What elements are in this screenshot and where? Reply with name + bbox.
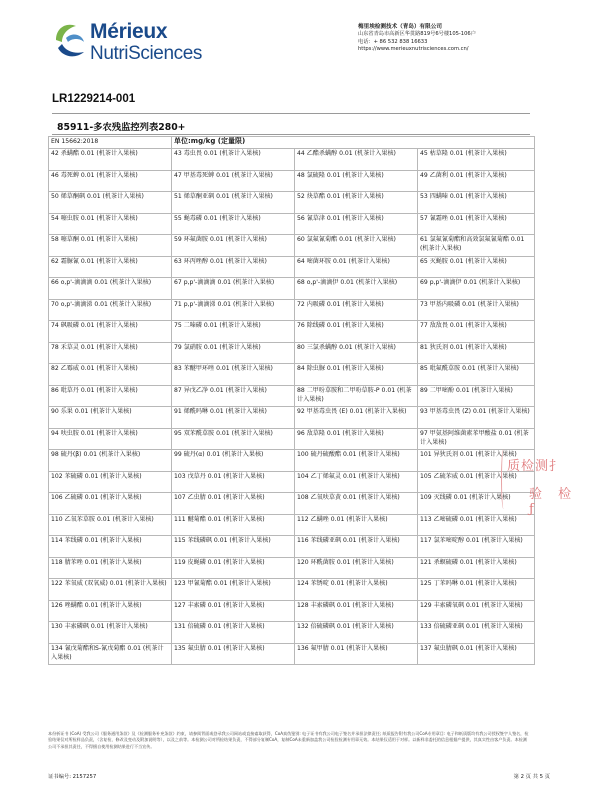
table-row bbox=[49, 600, 535, 622]
pesticide-cell: 63 环丙唑醇 0.01 (机茶计入果核) bbox=[172, 256, 295, 278]
pesticide-cell: 106 乙硫磷 0.01 (机茶计入果核) bbox=[49, 493, 172, 515]
standard-cell: EN 15662:2018 bbox=[49, 137, 172, 149]
pesticide-cell: 91 烯酰吗啉 0.01 (机茶计入果核) bbox=[172, 407, 295, 429]
pesticide-cell: 120 环酰菌胺 0.01 (机茶计入果核) bbox=[295, 557, 418, 579]
inspection-seal bbox=[503, 449, 593, 519]
pesticide-cell: 95 双苯酰草胺 0.01 (机茶计入果核) bbox=[172, 428, 295, 450]
pesticide-cell: 62 霜脲氰 0.01 (机茶计入果核) bbox=[49, 256, 172, 278]
pesticide-cell: 45 枯草隆 0.01 (机茶计入果核) bbox=[418, 149, 535, 171]
pesticide-cell: 71 p,p'-滴滴涕 0.01 (机茶计入果核) bbox=[172, 299, 295, 321]
pesticide-cell: 92 甲基毒虫畏 (E) 0.01 (机茶计入果核) bbox=[295, 407, 418, 429]
pesticide-table bbox=[48, 136, 535, 665]
unit-cell: 单位:mg/kg (定量限) bbox=[172, 137, 535, 149]
table-row bbox=[49, 299, 535, 321]
table-row bbox=[49, 256, 535, 278]
pesticide-cell: 122 苯氧威 (双氧威) 0.01 (机茶计入果核) bbox=[49, 579, 172, 601]
pesticide-cell: 103 戊草丹 0.01 (机茶计入果核) bbox=[172, 471, 295, 493]
pesticide-cell: 86 吡草丹 0.01 (机茶计入果核) bbox=[49, 385, 172, 407]
pesticide-cell: 128 丰索磷砜 0.01 (机茶计入果核) bbox=[295, 600, 418, 622]
pesticide-cell: 60 氯氟氰菊酯 0.01 (机茶计入果核) bbox=[295, 235, 418, 257]
pesticide-cell: 42 杀螨酯 0.01 (机茶计入果核) bbox=[49, 149, 172, 171]
pesticide-cell: 82 乙霉威 0.01 (机茶计入果核) bbox=[49, 364, 172, 386]
pesticide-cell: 98 硫丹(β) 0.01 (机茶计入果核) bbox=[49, 450, 172, 472]
table-row bbox=[49, 428, 535, 450]
pesticide-cell: 129 丰索磷氧砜 0.01 (机茶计入果核) bbox=[418, 600, 535, 622]
pesticide-cell: 77 敌敌畏 0.01 (机茶计入果核) bbox=[418, 321, 535, 343]
table-row bbox=[49, 149, 535, 171]
report-id: LR1229214-001 bbox=[52, 93, 136, 105]
pesticide-cell: 84 除虫脲 0.01 (机茶计入果核) bbox=[295, 364, 418, 386]
table-body bbox=[49, 149, 535, 665]
pesticide-cell: 79 氯硝胺 0.01 (机茶计入果核) bbox=[172, 342, 295, 364]
pesticide-cell: 85 吡氟酰草胺 0.01 (机茶计入果核) bbox=[418, 364, 535, 386]
pesticide-cell: 99 硫丹(α) 0.01 (机茶计入果核) bbox=[172, 450, 295, 472]
pesticide-cell: 72 内吸磷 0.01 (机茶计入果核) bbox=[295, 299, 418, 321]
pesticide-cell: 69 p,p'-滴滴伊 0.01 (机茶计入果核) bbox=[418, 278, 535, 300]
pesticide-cell: 64 嘧菌环胺 0.01 (机茶计入果核) bbox=[295, 256, 418, 278]
table-row bbox=[49, 192, 535, 214]
pesticide-cell: 75 二嗪磷 0.01 (机茶计入果核) bbox=[172, 321, 295, 343]
pesticide-cell: 134 氰戊菊酯和S-氰戊菊酯 0.01 (机茶计入果核) bbox=[49, 643, 172, 665]
footnote: 本份析证书 (CoA) 受我公司《服务通用条款》及《检测服务补充条款》约束，请参阅背面或登录我公司网站或直接索取获得，CoA真伪鉴别: 电子证书有我公司电子签名并承担法律责任; 纸质报告附有我公司CoA专用章目: 电子和纸质版均有我公司授权签字人签名，检验结果仅对所检样品负责，（含复检、修改及变动及附加说明等），以及之前等。本检测公司对所检结果负责，不得部分复制CoA，复制CoA未重新加盖我公司检验检测专用章无效。本结果仅适用于对样。以新样非委托的信息根据产提供，其真实性由客户负责。本检测公司不承担其责任，不得擅自使用检测结果进行不当宣传。 bbox=[48, 731, 529, 749]
pesticide-cell: 133 倍硫磷亚砜 0.01 (机茶计入果核) bbox=[418, 622, 535, 644]
section-title: 85911-多农残监控列表280+ bbox=[57, 122, 186, 133]
pesticide-cell: 59 环氟菌胺 0.01 (机茶计入果核) bbox=[172, 235, 295, 257]
pesticide-cell: 65 灭蝇胺 0.01 (机茶计入果核) bbox=[418, 256, 535, 278]
pesticide-cell: 80 三氯杀螨醇 0.01 (机茶计入果核) bbox=[295, 342, 418, 364]
pesticide-cell: 118 腈苯唑 0.01 (机茶计入果核) bbox=[49, 557, 172, 579]
divider bbox=[52, 134, 530, 135]
pesticide-cell: 58 噻草酮 0.01 (机茶计入果核) bbox=[49, 235, 172, 257]
pesticide-cell: 132 倍硫磷砜 0.01 (机茶计入果核) bbox=[295, 622, 418, 644]
pesticide-cell: 50 烯草酮砜 0.01 (机茶计入果核) bbox=[49, 192, 172, 214]
pesticide-cell: 130 丰索磷砜 0.01 (机茶计入果核) bbox=[49, 622, 172, 644]
pesticide-cell: 56 氰草津 0.01 (机茶计入果核) bbox=[295, 213, 418, 235]
pesticide-cell: 93 甲基毒虫畏 (Z) 0.01 (机茶计入果核) bbox=[418, 407, 535, 429]
divider bbox=[52, 113, 530, 114]
company-logo bbox=[52, 16, 212, 64]
pesticide-cell: 110 乙氧苯草胺 0.01 (机茶计入果核) bbox=[49, 514, 172, 536]
pesticide-cell: 109 灭线磷 0.01 (机茶计入果核) bbox=[418, 493, 535, 515]
logo-word-merieux: Mérieux bbox=[90, 20, 168, 43]
pesticide-cell: 46 毒死蜱 0.01 (机茶计入果核) bbox=[49, 170, 172, 192]
pesticide-cell: 88 二甲吩草胺和二甲吩草胺-P 0.01 (机茶计入果核) bbox=[295, 385, 418, 407]
table-row bbox=[49, 321, 535, 343]
certificate-number: 证书编号: 2157257 bbox=[48, 774, 97, 780]
page-number: 第 2 页 共 5 页 bbox=[513, 774, 550, 780]
pesticide-cell: 76 除线磷 0.01 (机茶计入果核) bbox=[295, 321, 418, 343]
pesticide-cell: 81 狄氏剂 0.01 (机茶计入果核) bbox=[418, 342, 535, 364]
pesticide-cell: 136 氟甲腈 0.01 (机茶计入果核) bbox=[295, 643, 418, 665]
table-row bbox=[49, 385, 535, 407]
seal-ring bbox=[501, 449, 506, 509]
pesticide-cell: 126 唑螨酯 0.01 (机茶计入果核) bbox=[49, 600, 172, 622]
pesticide-cell: 108 乙氧呋草黄 0.01 (机茶计入果核) bbox=[295, 493, 418, 515]
pesticide-cell: 94 呋虫胺 0.01 (机茶计入果核) bbox=[49, 428, 172, 450]
pesticide-cell: 68 o,p'-滴滴伊 0.01 (机茶计入果核) bbox=[295, 278, 418, 300]
pesticide-cell: 89 二甲嘧酚 0.01 (机茶计入果核) bbox=[418, 385, 535, 407]
pesticide-cell: 111 醚菊酯 0.01 (机茶计入果核) bbox=[172, 514, 295, 536]
pesticide-cell: 100 硫丹硫酸酯 0.01 (机茶计入果核) bbox=[295, 450, 418, 472]
table-row bbox=[49, 213, 535, 235]
pesticide-cell: 135 氟虫腈 0.01 (机茶计入果核) bbox=[172, 643, 295, 665]
pesticide-cell: 104 乙丁烯氟灵 0.01 (机茶计入果核) bbox=[295, 471, 418, 493]
pesticide-cell: 78 禾草灵 0.01 (机茶计入果核) bbox=[49, 342, 172, 364]
pesticide-cell: 48 氯硫隆 0.01 (机茶计入果核) bbox=[295, 170, 418, 192]
pesticide-cell: 74 砜吸磷 0.01 (机茶计入果核) bbox=[49, 321, 172, 343]
pesticide-cell: 70 o,p'-滴滴涕 0.01 (机茶计入果核) bbox=[49, 299, 172, 321]
pesticide-cell: 125 丁苯吗啉 0.01 (机茶计入果核) bbox=[418, 579, 535, 601]
pesticide-cell: 112 乙螨唑 0.01 (机茶计入果核) bbox=[295, 514, 418, 536]
pesticide-cell: 52 炔草酯 0.01 (机茶计入果核) bbox=[295, 192, 418, 214]
pesticide-cell: 51 烯草酮亚砜 0.01 (机茶计入果核) bbox=[172, 192, 295, 214]
table-row bbox=[49, 471, 535, 493]
table-row bbox=[49, 364, 535, 386]
table-row bbox=[49, 450, 535, 472]
pesticide-cell: 105 乙硫苯威 0.01 (机茶计入果核) bbox=[418, 471, 535, 493]
company-phone: 电话：+ 86 532 838 16633 bbox=[358, 38, 428, 45]
pesticide-cell: 116 苯线磷亚砜 0.01 (机茶计入果核) bbox=[295, 536, 418, 558]
pesticide-cell: 57 氰霜唑 0.01 (机茶计入果核) bbox=[418, 213, 535, 235]
seal-text-line2: 验 检 ƒ bbox=[529, 487, 578, 517]
pesticide-cell: 90 乐果 0.01 (机茶计入果核) bbox=[49, 407, 172, 429]
pesticide-cell: 131 倍硫磷 0.01 (机茶计入果核) bbox=[172, 622, 295, 644]
company-name: 梅里埃检测技术（青岛）有限公司 bbox=[358, 24, 442, 30]
table-row bbox=[49, 557, 535, 579]
pesticide-cell: 107 乙虫腈 0.01 (机茶计入果核) bbox=[172, 493, 295, 515]
pesticide-cell: 124 苯锈啶 0.01 (机茶计入果核) bbox=[295, 579, 418, 601]
pesticide-cell: 123 甲氰菊酯 0.01 (机茶计入果核) bbox=[172, 579, 295, 601]
pesticide-cell: 127 丰索磷 0.01 (机茶计入果核) bbox=[172, 600, 295, 622]
pesticide-cell: 47 甲基毒死蜱 0.01 (机茶计入果核) bbox=[172, 170, 295, 192]
table-row bbox=[49, 643, 535, 665]
table-row bbox=[49, 622, 535, 644]
pesticide-cell: 61 氯氟氰菊酯和高效氯氟氰菊酯 0.01 (机茶计入果核) bbox=[418, 235, 535, 257]
table-info-row bbox=[49, 137, 535, 149]
table-row bbox=[49, 235, 535, 257]
pesticide-cell: 101 异狄氏剂 0.01 (机茶计入果核) bbox=[418, 450, 535, 472]
pesticide-cell: 121 杀螟硫磷 0.01 (机茶计入果核) bbox=[418, 557, 535, 579]
pesticide-cell: 117 氯苯嘧啶醇 0.01 (机茶计入果核) bbox=[418, 536, 535, 558]
pesticide-cell: 115 苯线磷砜 0.01 (机茶计入果核) bbox=[172, 536, 295, 558]
pesticide-cell: 49 乙菌利 0.01 (机茶计入果核) bbox=[418, 170, 535, 192]
table-row bbox=[49, 342, 535, 364]
table-row bbox=[49, 536, 535, 558]
pesticide-cell: 114 苯线磷 0.01 (机茶计入果核) bbox=[49, 536, 172, 558]
pesticide-cell: 55 蝇毒磷 0.01 (机茶计入果核) bbox=[172, 213, 295, 235]
pesticide-cell: 67 p,p'-滴滴滴 0.01 (机茶计入果核) bbox=[172, 278, 295, 300]
logo-word-nutrisciences: NutriSciences bbox=[90, 43, 203, 64]
pesticide-cell: 137 氟虫腈砜 0.01 (机茶计入果核) bbox=[418, 643, 535, 665]
table-row bbox=[49, 493, 535, 515]
table-row bbox=[49, 514, 535, 536]
pesticide-cell: 97 甲氨基阿维菌素苯甲酸盐 0.01 (机茶计入果核) bbox=[418, 428, 535, 450]
company-info bbox=[358, 24, 558, 54]
pesticide-cell: 73 甲基内吸磷 0.01 (机茶计入果核) bbox=[418, 299, 535, 321]
company-website[interactable]: https://www.merieuxnutrisciences.com.cn/ bbox=[358, 46, 469, 53]
pesticide-cell: 113 乙嘧硫磷 0.01 (机茶计入果核) bbox=[418, 514, 535, 536]
pesticide-cell: 44 乙酯杀螨醇 0.01 (机茶计入果核) bbox=[295, 149, 418, 171]
table-row bbox=[49, 407, 535, 429]
pesticide-cell: 87 异戊乙净 0.01 (机茶计入果核) bbox=[172, 385, 295, 407]
pesticide-cell: 102 苯硫磷 0.01 (机茶计入果核) bbox=[49, 471, 172, 493]
pesticide-cell: 66 o,p'-滴滴滴 0.01 (机茶计入果核) bbox=[49, 278, 172, 300]
pesticide-cell: 96 敌草隆 0.01 (机茶计入果核) bbox=[295, 428, 418, 450]
table-row bbox=[49, 579, 535, 601]
table-row bbox=[49, 170, 535, 192]
pesticide-cell: 54 噻虫胺 0.01 (机茶计入果核) bbox=[49, 213, 172, 235]
pesticide-cell: 43 毒虫畏 0.01 (机茶计入果核) bbox=[172, 149, 295, 171]
pesticide-cell: 83 苯醚甲环唑 0.01 (机茶计入果核) bbox=[172, 364, 295, 386]
company-address: 山东省青岛市高新区华贯路819号6号楼105-106户 bbox=[358, 31, 476, 38]
pesticide-cell: 119 皮蝇磷 0.01 (机茶计入果核) bbox=[172, 557, 295, 579]
pesticide-cell: 53 四螨嗪 0.01 (机茶计入果核) bbox=[418, 192, 535, 214]
seal-text-line1: 质检测扌 bbox=[507, 459, 564, 474]
logo-emblem-icon bbox=[52, 18, 88, 62]
table-row bbox=[49, 278, 535, 300]
